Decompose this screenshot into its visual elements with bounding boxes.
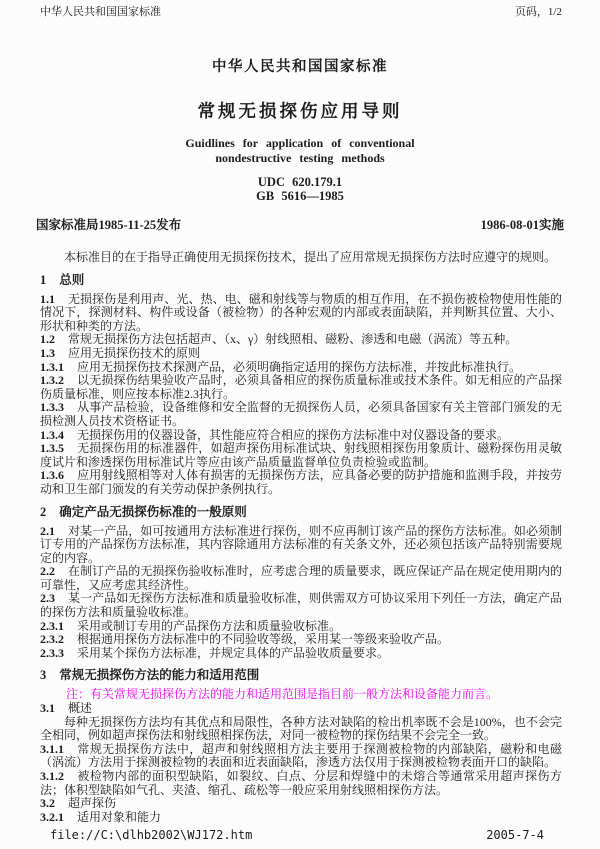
clause	[40, 811, 562, 825]
clause	[40, 647, 562, 661]
clause-text: 应用无损探伤技术探测产品，必须明确指定适用的探伤方法标准，并按此标准执行。	[77, 359, 522, 374]
clause-number: 2.3.2	[40, 632, 64, 647]
publish-date: 国家标准局1985-11-25发布	[36, 218, 182, 232]
document-title: 常规无损探伤应用导则	[197, 101, 403, 121]
clause-text: 常规无损探伤方法中，超声和射线照相方法主要用于探测被检物的内部缺陷，磁粉和电磁（涡流）方法用于探测被检物的表面和近表面缺陷，渗透方法仅用于探测被检物表面开口的缺陷。	[40, 741, 562, 770]
clause-number: 2.3.1	[40, 618, 64, 633]
clause-number: 2.3	[40, 591, 55, 606]
clause-text: 采用某个探伤方法标准，并规定具体的产品验收质量要求。	[77, 645, 390, 660]
clause-text: 常规无损探伤方法包括超声、（x、γ）射线照相、磁粉、渗透和电磁（涡流）等五种。	[68, 332, 518, 347]
print-footer	[0, 828, 600, 842]
clause-number: 1.3	[40, 345, 55, 360]
clause	[40, 565, 562, 592]
clause-number: 1.2	[40, 332, 55, 347]
clause	[40, 702, 562, 716]
document-body	[40, 251, 562, 824]
clause-number: 1.3.2	[40, 373, 64, 388]
clause-text: 适用对象和能力	[77, 809, 162, 824]
clause-text: 无损探伤是利用声、光、热、电、磁和射线等与物质的相互作用，在不损伤被检物使用性能的情况下，探测材料、构件或设备（被检物）的各种宏观的内部或表面缺陷，并判断其位置、大小、形状和种类的方法。	[40, 291, 562, 333]
clause-text: 概述	[68, 701, 93, 716]
clause-text: 本标准目的在于指导正确使用无损探伤技术，提出了应用常规无损探伤方法时应遵守的规则。	[64, 250, 557, 264]
clause-number: 3.1.1	[40, 741, 64, 756]
clause-text: 某一产品如无探伤方法标准和质量验收标准，则供需双方可协议采用下列任一方法，确定产品的探伤方法和质量验收标准。	[40, 591, 562, 620]
clause	[40, 347, 562, 361]
clause-number: 2.1	[40, 523, 55, 538]
dates-row	[0, 218, 600, 233]
print-header	[0, 0, 600, 19]
header-page-number: 页码，1/2	[514, 6, 562, 18]
gb-code: GB 5616—1985	[256, 189, 344, 203]
paragraph	[40, 716, 562, 743]
clause-text: 根据通用探伤方法标准中的不同验收等级，采用某一等级来验收产品。	[77, 632, 450, 647]
clause	[40, 633, 562, 647]
section-title: 常规无损探伤方法的能力和适用范围	[59, 668, 260, 683]
clause-text: 注：有关常规无损探伤方法的能力和适用范围是指目前一般方法和设备能力而言。	[66, 687, 499, 702]
clause-number: 3.2	[40, 796, 55, 811]
clause-number: 1.3.4	[40, 427, 64, 442]
footer-date: 2005-7-4	[486, 828, 544, 842]
clause-number: 3.1.2	[40, 769, 64, 783]
clause-text: 采用或制订专用的产品探伤方法和质量验收标准。	[77, 618, 342, 633]
clause-text: 应用无损探伤技术的原则	[68, 345, 201, 360]
clause-number: 3.1	[40, 701, 55, 716]
section-heading	[40, 668, 562, 683]
clause	[40, 442, 562, 469]
clause	[40, 797, 562, 811]
clause-number: 2.2	[40, 564, 55, 579]
clause	[40, 293, 562, 334]
standard-codes-block	[0, 175, 600, 203]
clause-number: 1	[40, 272, 47, 287]
clause-text: 以无损探伤结果验收产品时，必须具备相应的探伤质量标准或技术条件。如无相应的产品探伤质量标准，则应按本标准2.3执行。	[40, 373, 562, 401]
implement-date: 1986-08-01实施	[480, 218, 564, 232]
clause	[40, 374, 562, 401]
clause	[40, 743, 562, 770]
clause-text: 被检物内部的面积型缺陷，如裂纹、白点、分层和焊缝中的未熔合等通常采用超声探伤方法；体积型缺陷如气孔、夹渣、缩孔、疏松等一般应采用射线照相探伤方法。	[40, 769, 562, 797]
note-line	[40, 688, 562, 702]
paragraph	[40, 251, 562, 265]
clause-number: 1.3.1	[40, 359, 64, 374]
clause	[40, 770, 562, 797]
national-standard-title: 中华人民共和国国家标准	[212, 59, 388, 75]
clause-text: 无损探伤用的仪器设备，其性能应符合相应的探伤方法标准中对仪器设备的要求。	[77, 427, 510, 442]
clause	[40, 333, 562, 347]
english-title-block	[0, 136, 600, 166]
clause-number: 1.3.6	[40, 468, 64, 483]
header-standard-label: 中华人民共和国国家标准	[40, 6, 161, 18]
clause	[40, 401, 562, 428]
clause-number: 3.2.1	[40, 809, 64, 824]
clause-text: 无损探伤用的标准器件，如超声探伤用标准试块、射线照相探伤用象质计、磁粉探伤用灵敏度试片和渗透探伤用标准试片等应由该产品质量监督单位负责检验或监制。	[40, 441, 562, 469]
clause-text: 从事产品检验，设备维修和安全监督的无损探伤人员，必须具备国家有关主管部门颁发的无损检测人员技术资格证书。	[40, 400, 562, 428]
clause-number: 3	[40, 668, 47, 683]
clause-number: 1.1	[40, 291, 55, 306]
footer-file-url: file://C:\dlhb2002\WJ172.htm	[50, 828, 253, 842]
english-title-line2: nondestructive testing methods	[215, 151, 385, 165]
clause-text: 在制订产品的无损探伤验收标准时，应考虑合理的质量要求，既应保证产品在规定使用期内的可靠性，又应考虑其经济性。	[40, 564, 562, 592]
section-heading	[40, 505, 562, 520]
clause-text: 对某一产品，如可按通用方法标准进行探伤，则不应再制订该产品的探伤方法标准。如必须制订专用的产品探伤方法标准，其内容除通用方法标准的有关条文外，还必须包括该产品特别需要规定的内容。	[40, 523, 562, 565]
clause-number: 1.3.3	[40, 400, 64, 415]
clause-number: 1.3.5	[40, 441, 64, 456]
clause	[40, 525, 562, 566]
english-title-line1: Guidlines for application of conventional	[185, 136, 415, 150]
section-title: 确定产品无损探伤标准的一般原则	[59, 504, 247, 519]
section-title: 总则	[59, 272, 85, 287]
clause-text: 每种无损探伤方法均有其优点和局限性，各种方法对缺陷的检出机率既不会是100%，也不会完全相同，例如超声探伤法和射线照相探伤法，对同一被检物的探伤结果不会完全一致。	[40, 714, 562, 743]
clause-number: 2	[40, 504, 47, 519]
clause	[40, 469, 562, 496]
section-heading	[40, 273, 562, 288]
clause	[40, 592, 562, 619]
clause-text: 超声探伤	[68, 796, 117, 811]
udc-code: UDC 620.179.1	[257, 175, 343, 189]
clause-number: 2.3.3	[40, 645, 64, 660]
clause-text: 应用射线照相等对人体有损害的无损探伤方法，应具备必要的防护措施和监测手段，并按劳动和卫生部门颁发的有关劳动保护条例执行。	[40, 468, 562, 496]
